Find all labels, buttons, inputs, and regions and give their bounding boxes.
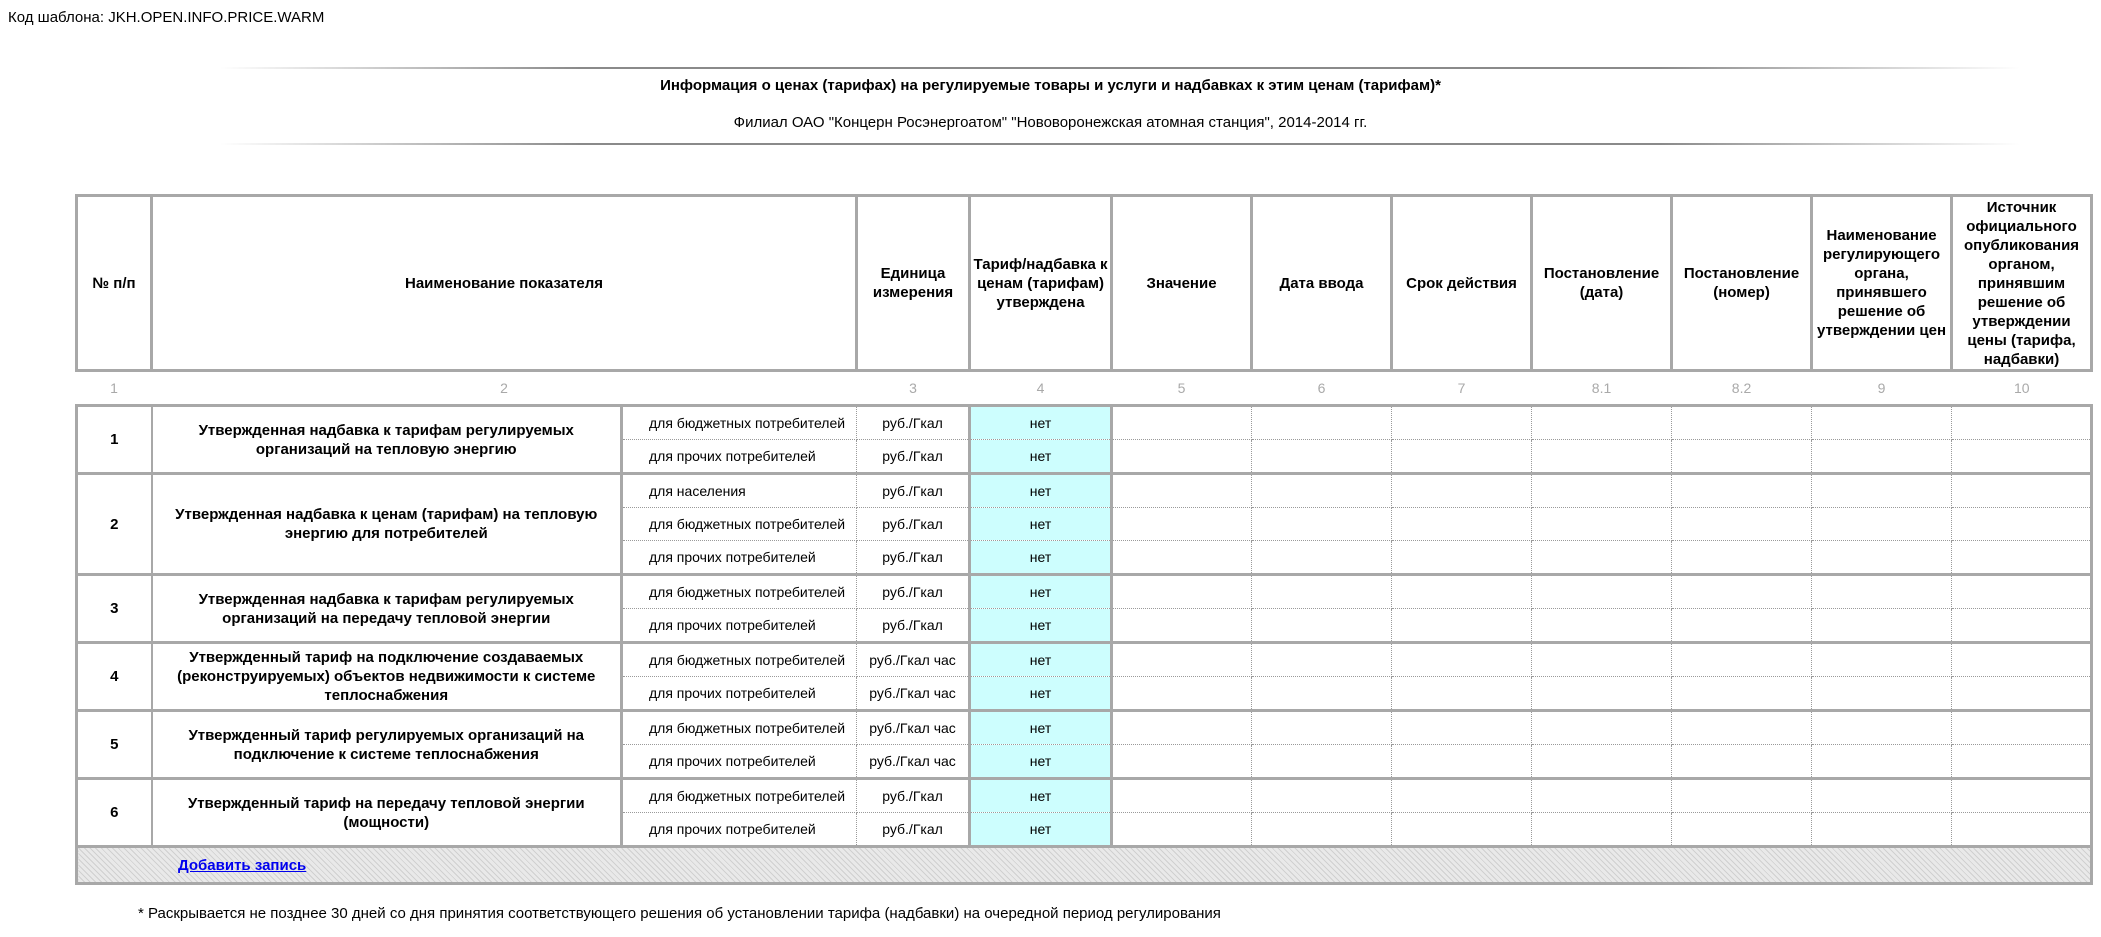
unit-cell: руб./Гкал: [857, 541, 970, 575]
term-cell[interactable]: [1392, 643, 1532, 677]
consumer-category: для бюджетных потребителей: [622, 406, 857, 440]
consumer-category: для бюджетных потребителей: [622, 711, 857, 745]
regulator-cell[interactable]: [1812, 609, 1952, 643]
row-number: 5: [77, 711, 152, 779]
tariff-approved-cell[interactable]: нет: [970, 677, 1112, 711]
row-number: 1: [77, 406, 152, 474]
term-cell[interactable]: [1392, 609, 1532, 643]
decree-date-cell[interactable]: [1532, 474, 1672, 508]
date-in-cell[interactable]: [1252, 779, 1392, 813]
term-cell[interactable]: [1392, 711, 1532, 745]
source-cell[interactable]: [1952, 779, 2092, 813]
tariff-approved-cell[interactable]: нет: [970, 609, 1112, 643]
tariff-approved-cell[interactable]: нет: [970, 575, 1112, 609]
unit-cell: руб./Гкал час: [857, 745, 970, 779]
decree-number-cell[interactable]: [1672, 474, 1812, 508]
indicator-name: Утвержденный тариф на подключение создаваемых (реконструируемых) объектов недвижимости к системе теплоснабжения: [152, 643, 622, 711]
header-no: № п/п: [77, 196, 152, 371]
source-cell[interactable]: [1952, 643, 2092, 677]
indicator-name: Утвержденная надбавка к ценам (тарифам) на тепловую энергию для потребителей: [152, 474, 622, 575]
regulator-cell[interactable]: [1812, 508, 1952, 541]
title-separator-bottom: [220, 143, 2020, 145]
term-cell[interactable]: [1392, 474, 1532, 508]
column-number: 8.2: [1672, 371, 1812, 406]
date-in-cell[interactable]: [1252, 575, 1392, 609]
header-term: Срок действия: [1392, 196, 1532, 371]
header-row: [77, 196, 2092, 371]
column-number: 7: [1392, 371, 1532, 406]
decree-date-cell[interactable]: [1532, 813, 1672, 847]
date-in-cell[interactable]: [1252, 813, 1392, 847]
term-cell[interactable]: [1392, 813, 1532, 847]
decree-number-cell[interactable]: [1672, 677, 1812, 711]
indicator-name: Утвержденный тариф на передачу тепловой энергии (мощности): [152, 779, 622, 847]
date-in-cell[interactable]: [1252, 609, 1392, 643]
date-in-cell[interactable]: [1252, 711, 1392, 745]
value-cell[interactable]: [1112, 813, 1252, 847]
source-cell[interactable]: [1952, 541, 2092, 575]
header-date-in: Дата ввода: [1252, 196, 1392, 371]
decree-date-cell[interactable]: [1532, 677, 1672, 711]
column-number: 5: [1112, 371, 1252, 406]
decree-number-cell[interactable]: [1672, 406, 1812, 440]
decree-number-cell[interactable]: [1672, 779, 1812, 813]
term-cell[interactable]: [1392, 406, 1532, 440]
regulator-cell[interactable]: [1812, 474, 1952, 508]
row-number: 6: [77, 779, 152, 847]
tariff-approved-cell[interactable]: нет: [970, 779, 1112, 813]
table-row: [77, 711, 2092, 745]
price-table: [75, 194, 2093, 885]
value-cell[interactable]: [1112, 406, 1252, 440]
source-cell[interactable]: [1952, 575, 2092, 609]
regulator-cell[interactable]: [1812, 813, 1952, 847]
value-cell[interactable]: [1112, 745, 1252, 779]
unit-cell: руб./Гкал час: [857, 677, 970, 711]
date-in-cell[interactable]: [1252, 643, 1392, 677]
decree-date-cell[interactable]: [1532, 643, 1672, 677]
column-number: 6: [1252, 371, 1392, 406]
source-cell[interactable]: [1952, 508, 2092, 541]
table-row: [77, 575, 2092, 609]
column-number: 1: [77, 371, 152, 406]
term-cell[interactable]: [1392, 440, 1532, 474]
header-source: Источник официального опубликования органом, принявшим решение об утверждении цены (тарифа, надбавки): [1952, 196, 2092, 371]
date-in-cell[interactable]: [1252, 677, 1392, 711]
consumer-category: для бюджетных потребителей: [622, 643, 857, 677]
header-name: Наименование показателя: [152, 196, 857, 371]
indicator-name: Утвержденная надбавка к тарифам регулируемых организаций на тепловую энергию: [152, 406, 622, 474]
column-number: 3: [857, 371, 970, 406]
source-cell[interactable]: [1952, 711, 2092, 745]
decree-date-cell[interactable]: [1532, 711, 1672, 745]
unit-cell: руб./Гкал: [857, 609, 970, 643]
decree-number-cell[interactable]: [1672, 575, 1812, 609]
decree-date-cell[interactable]: [1532, 609, 1672, 643]
term-cell[interactable]: [1392, 575, 1532, 609]
template-code: Код шаблона: JKH.OPEN.INFO.PRICE.WARM: [8, 9, 325, 26]
decree-number-cell[interactable]: [1672, 440, 1812, 474]
row-number: 3: [77, 575, 152, 643]
column-number: 4: [970, 371, 1112, 406]
column-numbers-row: [77, 371, 2092, 406]
add-record-row: [77, 847, 2092, 884]
source-cell[interactable]: [1952, 440, 2092, 474]
decree-date-cell[interactable]: [1532, 406, 1672, 440]
tariff-approved-cell[interactable]: нет: [970, 440, 1112, 474]
unit-cell: руб./Гкал: [857, 813, 970, 847]
date-in-cell[interactable]: [1252, 508, 1392, 541]
unit-cell: руб./Гкал: [857, 508, 970, 541]
term-cell[interactable]: [1392, 745, 1532, 779]
term-cell[interactable]: [1392, 541, 1532, 575]
consumer-category: для прочих потребителей: [622, 541, 857, 575]
consumer-category: для бюджетных потребителей: [622, 508, 857, 541]
tariff-approved-cell[interactable]: нет: [970, 406, 1112, 440]
consumer-category: для прочих потребителей: [622, 813, 857, 847]
footnote: * Раскрывается не позднее 30 дней со дня принятия соответствующего решения об установлении тарифа (надбавки) на очередной период регулирования: [138, 905, 1221, 922]
decree-number-cell[interactable]: [1672, 609, 1812, 643]
unit-cell: руб./Гкал час: [857, 711, 970, 745]
value-cell[interactable]: [1112, 779, 1252, 813]
source-cell[interactable]: [1952, 609, 2092, 643]
unit-cell: руб./Гкал: [857, 474, 970, 508]
decree-number-cell[interactable]: [1672, 813, 1812, 847]
value-cell[interactable]: [1112, 643, 1252, 677]
date-in-cell[interactable]: [1252, 541, 1392, 575]
header-decree-number: Постановление (номер): [1672, 196, 1812, 371]
header-tariff: Тариф/надбавка к ценам (тарифам) утверждена: [970, 196, 1112, 371]
table-row: [77, 474, 2092, 508]
tariff-approved-cell[interactable]: нет: [970, 711, 1112, 745]
term-cell[interactable]: [1392, 508, 1532, 541]
term-cell[interactable]: [1392, 677, 1532, 711]
value-cell[interactable]: [1112, 508, 1252, 541]
value-cell[interactable]: [1112, 575, 1252, 609]
regulator-cell[interactable]: [1812, 677, 1952, 711]
regulator-cell[interactable]: [1812, 711, 1952, 745]
tariff-approved-cell[interactable]: нет: [970, 474, 1112, 508]
date-in-cell[interactable]: [1252, 745, 1392, 779]
tariff-approved-cell[interactable]: нет: [970, 813, 1112, 847]
tariff-approved-cell[interactable]: нет: [970, 643, 1112, 677]
source-cell[interactable]: [1952, 474, 2092, 508]
value-cell[interactable]: [1112, 711, 1252, 745]
unit-cell: руб./Гкал: [857, 440, 970, 474]
unit-cell: руб./Гкал: [857, 779, 970, 813]
consumer-category: для прочих потребителей: [622, 440, 857, 474]
decree-number-cell[interactable]: [1672, 745, 1812, 779]
value-cell[interactable]: [1112, 677, 1252, 711]
regulator-cell[interactable]: [1812, 643, 1952, 677]
document-subtitle: Филиал ОАО "Концерн Росэнергоатом" "Нововоронежская атомная станция", 2014-2014 гг.: [733, 114, 1368, 131]
indicator-name: Утвержденный тариф регулируемых организаций на подключение к системе теплоснабжения: [152, 711, 622, 779]
decree-date-cell[interactable]: [1532, 779, 1672, 813]
tariff-approved-cell[interactable]: нет: [970, 541, 1112, 575]
decree-date-cell[interactable]: [1532, 508, 1672, 541]
consumer-category: для бюджетных потребителей: [622, 779, 857, 813]
tariff-approved-cell[interactable]: нет: [970, 508, 1112, 541]
document-title: Информация о ценах (тарифах) на регулируемые товары и услуги и надбавках к этим ценам (тарифам)*: [660, 77, 1441, 94]
header-decree-date: Постановление (дата): [1532, 196, 1672, 371]
column-number: 10: [1952, 371, 2092, 406]
consumer-category: для прочих потребителей: [622, 677, 857, 711]
row-number: 2: [77, 474, 152, 575]
consumer-category: для прочих потребителей: [622, 745, 857, 779]
column-number: 8.1: [1532, 371, 1672, 406]
term-cell[interactable]: [1392, 779, 1532, 813]
header-regulator: Наименование регулирующего органа, принявшего решение об утверждении цен: [1812, 196, 1952, 371]
regulator-cell[interactable]: [1812, 406, 1952, 440]
regulator-cell[interactable]: [1812, 745, 1952, 779]
value-cell[interactable]: [1112, 440, 1252, 474]
header-value: Значение: [1112, 196, 1252, 371]
value-cell[interactable]: [1112, 609, 1252, 643]
unit-cell: руб./Гкал час: [857, 643, 970, 677]
column-number: 9: [1812, 371, 1952, 406]
unit-cell: руб./Гкал: [857, 406, 970, 440]
date-in-cell[interactable]: [1252, 474, 1392, 508]
source-cell[interactable]: [1952, 677, 2092, 711]
source-cell[interactable]: [1952, 745, 2092, 779]
decree-number-cell[interactable]: [1672, 711, 1812, 745]
header-unit: Единица измерения: [857, 196, 970, 371]
decree-date-cell[interactable]: [1532, 440, 1672, 474]
regulator-cell[interactable]: [1812, 779, 1952, 813]
decree-number-cell[interactable]: [1672, 508, 1812, 541]
decree-date-cell[interactable]: [1532, 541, 1672, 575]
date-in-cell[interactable]: [1252, 440, 1392, 474]
unit-cell: руб./Гкал: [857, 575, 970, 609]
consumer-category: для бюджетных потребителей: [622, 575, 857, 609]
row-number: 4: [77, 643, 152, 711]
date-in-cell[interactable]: [1252, 406, 1392, 440]
table-row: [77, 779, 2092, 813]
source-cell[interactable]: [1952, 813, 2092, 847]
source-cell[interactable]: [1952, 406, 2092, 440]
value-cell[interactable]: [1112, 541, 1252, 575]
column-number: 2: [152, 371, 857, 406]
table-row: [77, 643, 2092, 677]
decree-date-cell[interactable]: [1532, 745, 1672, 779]
decree-number-cell[interactable]: [1672, 643, 1812, 677]
table-row: [77, 406, 2092, 440]
consumer-category: для прочих потребителей: [622, 609, 857, 643]
value-cell[interactable]: [1112, 474, 1252, 508]
decree-date-cell[interactable]: [1532, 575, 1672, 609]
regulator-cell[interactable]: [1812, 541, 1952, 575]
indicator-name: Утвержденная надбавка к тарифам регулируемых организаций на передачу тепловой энергии: [152, 575, 622, 643]
title-separator-top: [220, 67, 2020, 69]
regulator-cell[interactable]: [1812, 575, 1952, 609]
decree-number-cell[interactable]: [1672, 541, 1812, 575]
tariff-approved-cell[interactable]: нет: [970, 745, 1112, 779]
consumer-category: для населения: [622, 474, 857, 508]
add-record-link[interactable]: Добавить запись: [178, 856, 307, 874]
regulator-cell[interactable]: [1812, 440, 1952, 474]
